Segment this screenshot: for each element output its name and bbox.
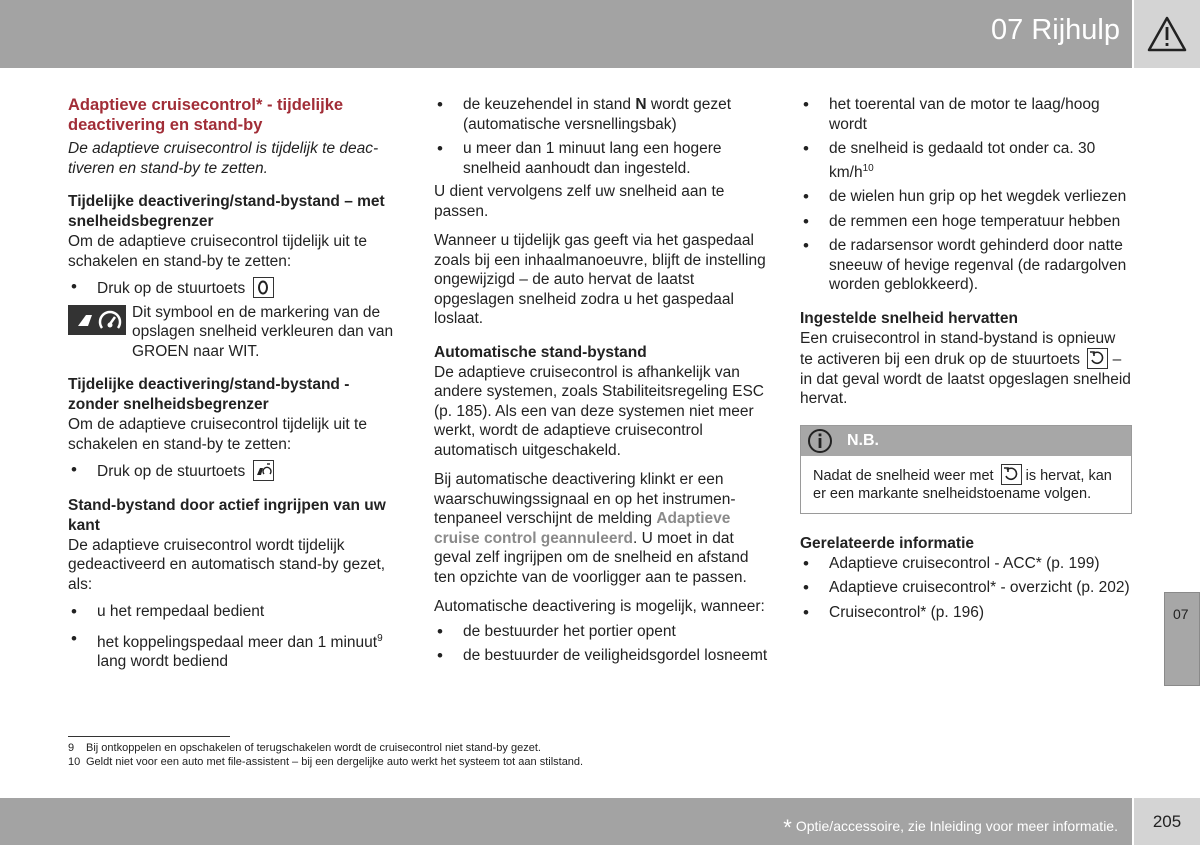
list-item: • de radarsensor wordt gehinderd door natte sneeuw of hevige regenval (de radargolven worden geblokkeerd). xyxy=(800,236,1132,295)
text-with-limiter: Om de adaptieve cruisecontrol tijdelijk uit te schakelen en stand-by te zetten: xyxy=(68,233,367,270)
text-resume-speed: Een cruisecontrol in stand-bystand is opnieuw te activeren bij een druk op de stuurtoets – in dat geval wordt de laatst opgeslagen snelheid hervat. xyxy=(800,329,1131,408)
text-without-limiter: Om de adaptieve cruisecontrol tijdelijk uit te schakelen en stand-by te zetten: xyxy=(68,416,367,453)
list-item: • de remmen een hoge temperatuur hebben xyxy=(800,212,1132,232)
note-box xyxy=(800,425,1132,514)
column-1 xyxy=(68,95,398,672)
page-number: 205 xyxy=(1132,798,1200,845)
list-auto-deactivation xyxy=(434,622,769,666)
related-links xyxy=(800,554,1132,623)
related-link[interactable]: • Adaptieve cruisecontrol - ACC* (p. 199) xyxy=(800,554,1132,574)
footer-note: * Optie/accessoire, zie Inleiding voor meer informatie. xyxy=(783,815,1118,840)
list-item: • Druk op de stuurtoets xyxy=(68,460,398,482)
heading-automatic-standby: Automatische stand-bystand xyxy=(434,343,647,361)
list-standby-intervention xyxy=(68,602,398,672)
related-link[interactable]: • Adaptieve cruisecontrol* - overzicht (p. 202) xyxy=(800,578,1132,598)
heading-related-info: Gerelateerde informatie xyxy=(800,534,975,552)
paragraph: U dient vervolgens zelf uw snelheid aan te passen. xyxy=(434,183,725,220)
cruise-pause-key-icon xyxy=(253,460,274,481)
list-conditions xyxy=(434,95,769,178)
symbol-text: Dit symbool en de markering van de opslagen snelheid verkleuren dan van GROEN naar WIT. xyxy=(132,303,394,360)
page-footer xyxy=(0,798,1132,845)
paragraph: Automatische deactivering is mogelijk, wanneer: xyxy=(434,598,765,615)
page-header xyxy=(0,0,1200,68)
column-2 xyxy=(434,95,769,666)
heading-without-limiter: Tijdelijke deactivering/stand-bystand - zonder snelheidsbegrenzer xyxy=(68,376,350,413)
symbol-explanation xyxy=(68,303,398,362)
list-without-limiter xyxy=(68,460,398,482)
warning-triangle-icon xyxy=(1146,15,1188,53)
paragraph: Bij automatische deactivering klinkt er een waarschuwingssignaal en op het instrumentenpaneel verschijnt de melding Adaptieve cruise control geannuleerd. U moet in dat geval zelf ingrijpen om de snelheid en afstand ten opzichte van de voorligger aan te passen. xyxy=(434,471,749,586)
section-title: Adaptieve cruisecontrol* - tijdelijke deactivering en stand-by xyxy=(68,96,344,134)
text-automatic-standby: De adaptieve cruisecontrol is afhankelijk van andere systemen, zoals Stabiliteitsregeling ESC (p. 185). Als een van deze systemen niet meer werkt, wordt de adaptieve cruisecontrol automatisch uitgeschakeld. xyxy=(434,363,764,459)
intro-text: De adaptieve cruisecontrol is tijdelijk te deactiveren en stand-by te zetten. xyxy=(68,140,379,177)
list-item: • de bestuurder de veiligheidsgordel losneemt xyxy=(434,646,769,666)
list-item: • u meer dan 1 minuut lang een hogere snelheid aanhoudt dan ingesteld. xyxy=(434,139,769,178)
list-item: • het koppelingspedaal meer dan 1 minuut$^9$ lang wordt bediend xyxy=(68,629,398,672)
list-item: • de bestuurder het portier opent xyxy=(434,622,769,642)
list-conditions-continued xyxy=(800,95,1132,295)
chapter-title: 07 Rijhulp xyxy=(991,14,1120,46)
chapter-side-tab xyxy=(1164,592,1200,686)
paragraph: Wanneer u tijdelijk gas geeft via het gaspedaal zoals bij een inhaalmanoeuvre, blijft de instelling ongewijzigd – de auto hervat de laatst opgeslagen snelheid zodra u het gaspedaal loslaat. xyxy=(434,232,766,327)
footnote-divider xyxy=(68,736,230,737)
list-item: • het toerental van de motor te laag/hoog wordt xyxy=(800,95,1132,134)
footnotes xyxy=(68,741,1068,769)
column-3 xyxy=(800,95,1132,622)
footnote: 9 Bij ontkoppelen en opschakelen of terugschakelen wordt de cruisecontrol niet stand-by gezet. xyxy=(68,742,541,754)
note-body: Nadat de snelheid weer met is hervat, kan er een markante snelheidstoename volgen. xyxy=(801,456,1131,513)
heading-standby-intervention: Stand-bystand door actief ingrijpen van uw kant xyxy=(68,496,386,534)
list-item: • u het rempedaal bedient xyxy=(68,602,398,622)
warning-icon-box xyxy=(1132,0,1200,68)
resume-key-icon xyxy=(1001,464,1022,485)
related-link[interactable]: • Cruisecontrol* (p. 196) xyxy=(800,603,1132,623)
asterisk: * xyxy=(783,815,792,840)
note-title: N.B. xyxy=(847,431,879,449)
list-with-limiter xyxy=(68,277,398,299)
heading-resume-speed: Ingestelde snelheid hervatten xyxy=(800,309,1018,327)
cruise-speedometer-icon xyxy=(68,305,126,335)
chapter-tab-label: 07 xyxy=(1173,606,1189,622)
list-item: • Druk op de stuurtoets xyxy=(68,277,398,299)
display-message: Adaptieve cruise control geannuleerd xyxy=(434,510,731,547)
zero-key-icon xyxy=(253,277,274,298)
text-standby-intervention: De adaptieve cruisecontrol wordt tijdelijk gedeactiveerd en automatisch stand-by gezet, als: xyxy=(68,536,386,593)
note-header xyxy=(801,426,1131,456)
info-icon xyxy=(805,426,835,456)
list-item: • de wielen hun grip op het wegdek verliezen xyxy=(800,187,1132,207)
list-item: • de keuzehendel in stand N wordt gezet (automatische versnellingsbak) xyxy=(434,95,769,134)
resume-key-icon xyxy=(1087,348,1108,369)
list-item: • de snelheid is gedaald tot onder ca. 30 $km/h^{10}$ xyxy=(800,139,1132,182)
footnote: 10 Geldt niet voor een auto met file-assistent – bij een dergelijke auto werkt het systeem tot aan stilstand. xyxy=(68,756,584,768)
heading-with-limiter: Tijdelijke deactivering/stand-bystand – met snelheidsbegrenzer xyxy=(68,193,385,230)
